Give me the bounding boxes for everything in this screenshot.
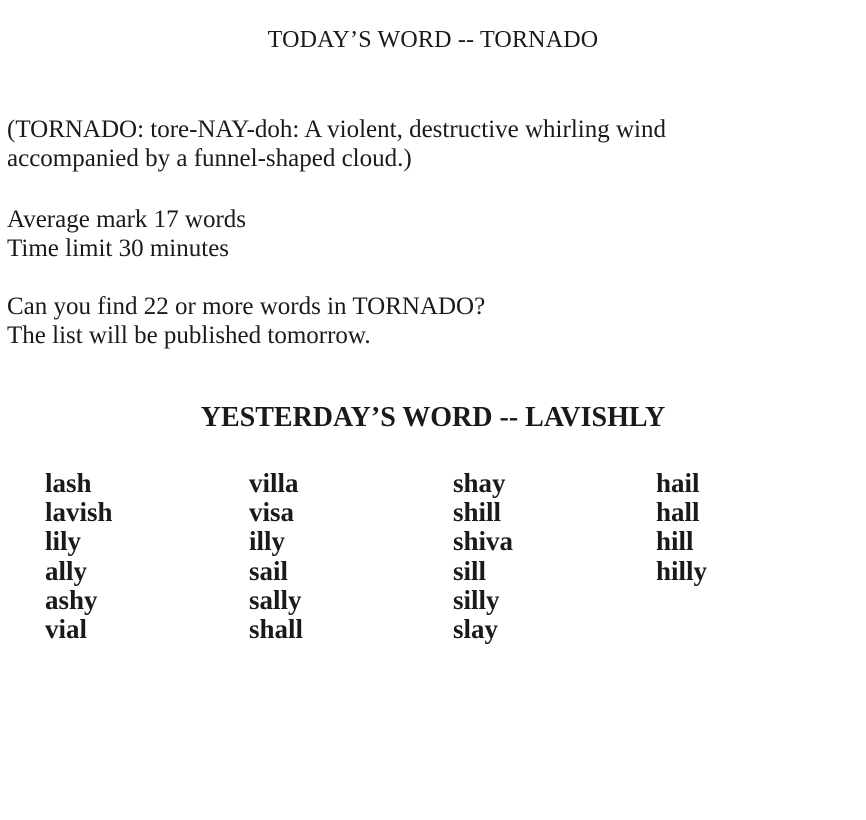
word-item: hill [656, 526, 694, 557]
word-item: ashy [45, 584, 98, 615]
word-item: hall [656, 497, 700, 528]
word-challenge [7, 292, 485, 350]
word-definition [7, 115, 666, 173]
time-limit: Time limit 30 minutes [7, 235, 230, 262]
average-mark: Average mark 17 words [7, 206, 247, 233]
word-item: lash [45, 468, 92, 498]
word-column [249, 469, 303, 644]
word-item: visa [249, 497, 295, 528]
word-column [656, 469, 707, 586]
word-item: hilly [656, 555, 708, 586]
word-list [0, 469, 866, 659]
word-item: slay [453, 614, 499, 645]
word-stats [7, 205, 246, 263]
challenge-question: Can you find 22 or more words in TORNADO? [7, 293, 486, 320]
yesterdays-word-heading: YESTERDAY’S WORD -- LAVISHLY [200, 402, 666, 433]
word-item: sally [249, 584, 302, 615]
word-item: hail [656, 468, 700, 498]
word-item: silly [453, 584, 500, 615]
word-item: vial [45, 614, 88, 645]
word-item: shiva [453, 526, 514, 557]
word-item: lily [45, 526, 82, 557]
word-item: shay [453, 468, 506, 498]
publish-note: The list will be published tomorrow. [7, 322, 371, 349]
word-item: lavish [45, 497, 113, 528]
todays-word-title: TODAY’S WORD -- TORNADO [267, 27, 599, 53]
word-item: sill [453, 555, 487, 586]
word-item: shill [453, 497, 502, 528]
definition-line: accompanied by a funnel-shaped cloud.) [7, 145, 412, 172]
word-item: shall [249, 614, 304, 645]
word-item: ally [45, 555, 88, 586]
definition-line: (TORNADO: tore-NAY-doh: A violent, destructive whirling wind [7, 116, 666, 143]
word-item: sail [249, 555, 289, 586]
word-item: villa [249, 468, 299, 498]
word-item: illy [249, 526, 286, 557]
word-column [453, 469, 513, 644]
word-column [45, 469, 113, 644]
